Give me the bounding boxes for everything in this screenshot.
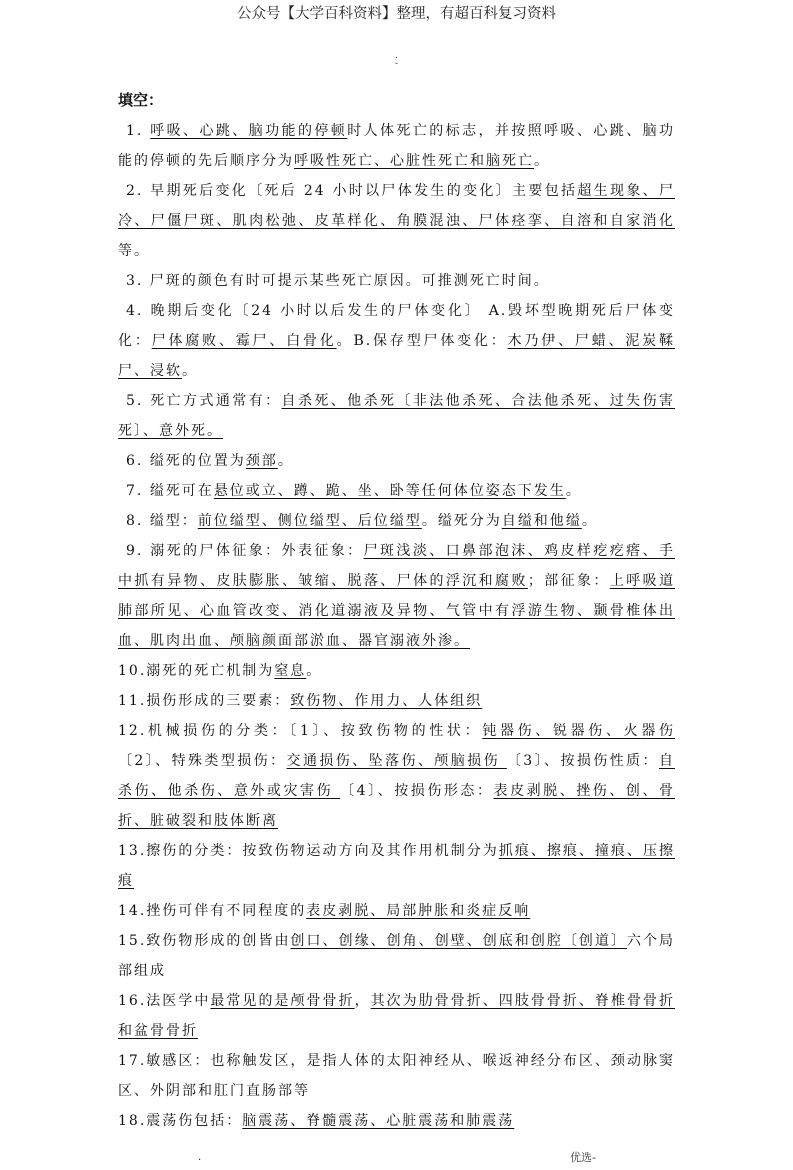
question-text: 10.溺死的死亡机制为 [118, 663, 275, 679]
question-text: 。 [581, 513, 598, 529]
question-text: 15.致伤物形成的创皆由 [118, 933, 291, 949]
page-body [118, 116, 675, 1170]
question-text: 8. 缢型： [126, 513, 198, 529]
question-text: 。 [182, 363, 198, 379]
answer-text: 致伤物、作用力、人体组织 [290, 693, 483, 709]
question-text: 11.损伤形成的三要素： [118, 693, 291, 709]
question-item [118, 506, 675, 536]
question-item [118, 296, 675, 386]
question-item [118, 656, 675, 686]
question-item [118, 716, 675, 836]
question-item [118, 116, 675, 176]
question-item [118, 176, 675, 266]
question-text: 。 [534, 153, 550, 169]
question-text: 12.机械损伤的分类：〔1〕、按致伤物的性状： [118, 723, 483, 739]
answer-text: 脑震荡、脊髓震荡、心脏震荡和肺震荡 [242, 1113, 515, 1129]
footer-label: 优选- [570, 1151, 596, 1164]
question-text: 2. 早期死后变化〔死后 24 小时以尸体发生的变化〕主要包括 [126, 183, 578, 199]
question-text: 。 [277, 453, 294, 469]
answer-text: 呼吸、心跳、脑功能的停顿 [150, 123, 348, 139]
answer-text: 其次为肋骨骨折、四肢骨骨折、脊椎骨骨折和盆骨骨折 [118, 993, 676, 1039]
question-text: 3. 尸斑的颜色有时可提示某些死亡原因。可推测死亡时间。 [126, 273, 550, 289]
answer-text: 抓痕、擦痕、撞痕、压擦痕 [118, 843, 676, 889]
answer-text: 表皮剥脱、局部肿胀和炎症反响 [306, 903, 531, 919]
question-text: 六个局部组成 [118, 933, 676, 979]
question-item [118, 896, 675, 926]
answer-text: 创口、创缘、创角、创壁、创底和创腔〔创道〕 [290, 933, 627, 949]
header-mark: - [395, 59, 399, 69]
question-item [118, 986, 675, 1046]
question-text: ， [354, 993, 371, 1009]
footer-dot: . [198, 1152, 202, 1163]
answer-text: 最常见的是颅骨骨折 [210, 993, 355, 1009]
question-text: 时人体死亡的标志，并按照呼吸、心跳、脑功能的停顿的先后顺序分为 [118, 123, 676, 169]
header-mark: . [395, 51, 398, 61]
question-text: 9. 溺死的尸体征象：外表征象： [126, 543, 364, 559]
answer-text: 上呼吸道肺部所见、心血管改变、消化道溺液及异物、气管中有浮游生物、颞骨椎体出血、肌肉出血、颅脑颜面部淤血、器官溺液外渗。 [118, 573, 676, 649]
answer-text: 悬位或立、蹲、跪、坐、卧等任何体位姿态下发生 [213, 483, 566, 499]
question-text: 7. 缢死可在 [126, 483, 214, 499]
question-item [118, 476, 675, 506]
question-text: 13.擦伤的分类：按致伤物运动方向及其作用机制分为 [118, 843, 499, 859]
question-item [118, 1046, 675, 1106]
answer-text: 木乃伊、尸蜡、泥炭鞣尸、浸软 [118, 333, 676, 379]
question-text: ；部征象： [527, 573, 610, 589]
question-item [118, 536, 675, 656]
question-item [118, 926, 675, 986]
question-text: 〔4〕、按损伤形态： [340, 783, 494, 799]
question-text: 17.敏感区：也称触发区，是指人体的太阳神经从、喉返神经分布区、颈动脉窦区、外阴部和肛门直肠部等 [118, 1053, 675, 1099]
answer-text: 自杀伤、他杀伤、意外或灾害伤 [118, 753, 675, 799]
fill-in-blank-list [118, 116, 675, 1136]
question-item [118, 686, 675, 716]
question-item [118, 446, 675, 476]
answer-text: 前位缢型、侧位缢型、后位缢型 [197, 513, 422, 529]
question-text: 1. [126, 123, 151, 139]
answer-text: 尸体腐败、霉尸、白骨化 [151, 333, 337, 349]
answer-text: 窒息 [274, 663, 307, 679]
source-banner: 公众号【大学百科资料】整理，有超百科复习资料 [237, 6, 556, 22]
question-item [118, 1106, 675, 1136]
question-text: 14.挫伤可伴有不同程度的 [118, 903, 307, 919]
question-item [118, 266, 675, 296]
question-text: 。 [565, 483, 582, 499]
answer-text: 呼吸性死亡、心脏性死亡和脑死亡 [294, 153, 534, 169]
answer-text: 自缢和他缢 [501, 513, 582, 529]
question-text: 等。 [118, 243, 150, 259]
question-item [118, 836, 675, 896]
answer-text: 交通损伤、坠落伤、颅脑损伤 [286, 753, 507, 769]
page-footer [118, 1150, 675, 1170]
answer-text: 超生现象、尸冷、尸僵尸斑、肌肉松弛、皮革样化、角膜混浊、尸体痉挛、自溶和自家消化 [118, 183, 675, 229]
question-text: 4. 晚期后变化〔24 小时以后发生的尸体变化〕 A.毁坏型晚期死后尸体变化： [118, 303, 675, 349]
question-text: 。缢死分为 [421, 513, 502, 529]
header-marks [395, 52, 398, 68]
answer-text: 颈部 [245, 453, 278, 469]
question-text: 〔3〕、按损伤性质： [506, 753, 659, 769]
question-item [118, 386, 675, 446]
answer-text: 自杀死、他杀死〔非法他杀死、合法他杀死、过失伤害死〕、意外死。 [118, 393, 676, 439]
question-text: 5. 死亡方式通常有： [126, 393, 282, 409]
answer-text: 表皮剥脱、挫伤、创、骨折、脏破裂和肢体断离 [118, 783, 675, 829]
section-heading: 填空： [118, 91, 164, 109]
question-text: 〔2〕、特殊类型损伤： [118, 753, 287, 769]
answer-text: 尸斑浅淡、口鼻部泡沫、鸡皮样疙疙瘩、手中抓有异物、皮肤膨胀、皱缩、脱落、尸体的浮沉和腐败 [118, 543, 675, 589]
question-text: 。B.保存型尸体变化： [336, 333, 508, 349]
answer-text: 钝器伤、锐器伤、火器伤 [482, 723, 675, 739]
question-text: 18.震荡伤包括： [118, 1113, 243, 1129]
question-text: 16.法医学中 [118, 993, 211, 1009]
question-text: 6. 缢死的位置为 [126, 453, 246, 469]
question-text: 。 [306, 663, 323, 679]
